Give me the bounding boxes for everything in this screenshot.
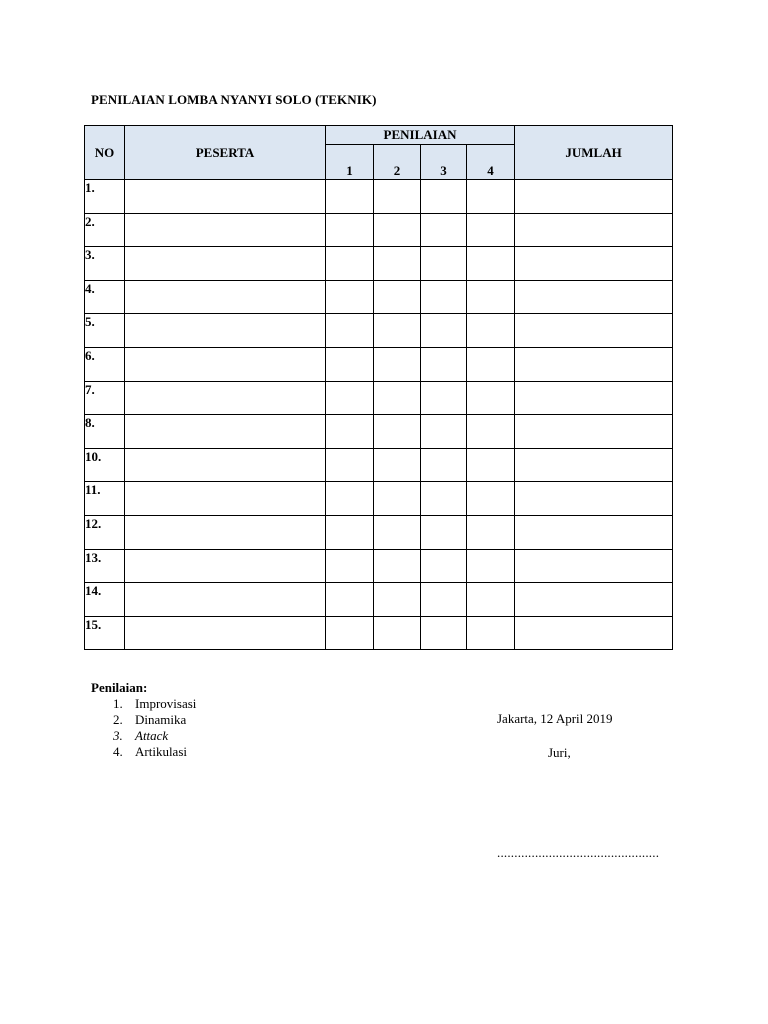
score-cell-1[interactable]	[326, 448, 374, 482]
table-row	[85, 213, 673, 247]
score-cell-2[interactable]	[374, 515, 421, 549]
jumlah-cell[interactable]	[515, 213, 673, 247]
row-number: 13.	[85, 549, 125, 583]
jumlah-cell[interactable]	[515, 347, 673, 381]
jumlah-cell[interactable]	[515, 515, 673, 549]
score-cell-2[interactable]	[374, 180, 421, 214]
legend-item-number: 3.	[113, 728, 123, 743]
score-cell-2[interactable]	[374, 213, 421, 247]
score-cell-2[interactable]	[374, 583, 421, 617]
table-row	[85, 482, 673, 516]
score-cell-1[interactable]	[326, 381, 374, 415]
header-no: NO	[85, 126, 125, 180]
header-criterion-4: 4	[467, 145, 515, 180]
table-row	[85, 180, 673, 214]
row-number: 3.	[85, 247, 125, 281]
jumlah-cell[interactable]	[515, 448, 673, 482]
score-cell-2[interactable]	[374, 381, 421, 415]
score-cell-2[interactable]	[374, 314, 421, 348]
score-cell-2[interactable]	[374, 482, 421, 516]
score-cell-3[interactable]	[421, 314, 467, 348]
row-number: 12.	[85, 515, 125, 549]
peserta-cell[interactable]	[125, 381, 326, 415]
score-cell-1[interactable]	[326, 347, 374, 381]
row-number: 2.	[85, 213, 125, 247]
score-cell-4[interactable]	[467, 616, 515, 650]
score-cell-1[interactable]	[326, 247, 374, 281]
table-row	[85, 347, 673, 381]
table-row	[85, 448, 673, 482]
score-cell-1[interactable]	[326, 549, 374, 583]
legend-item-number: 1.	[113, 696, 123, 711]
score-cell-3[interactable]	[421, 381, 467, 415]
place-date: Jakarta, 12 April 2019	[497, 711, 613, 726]
row-number: 11.	[85, 482, 125, 516]
signature-line: ...............................................	[497, 845, 660, 860]
score-cell-4[interactable]	[467, 314, 515, 348]
table-row	[85, 549, 673, 583]
row-number: 14.	[85, 583, 125, 617]
score-cell-4[interactable]	[467, 583, 515, 617]
score-cell-4[interactable]	[467, 180, 515, 214]
score-cell-1[interactable]	[326, 213, 374, 247]
jumlah-cell[interactable]	[515, 583, 673, 617]
jumlah-cell[interactable]	[515, 247, 673, 281]
score-cell-4[interactable]	[467, 280, 515, 314]
score-cell-1[interactable]	[326, 482, 374, 516]
legend-item-label: Dinamika	[135, 712, 187, 727]
table-row	[85, 415, 673, 449]
score-cell-1[interactable]	[326, 616, 374, 650]
header-criterion-3: 3	[421, 145, 467, 180]
legend-item-label: Improvisasi	[135, 696, 197, 711]
legend-title: Penilaian:	[91, 680, 148, 695]
score-cell-3[interactable]	[421, 549, 467, 583]
peserta-cell[interactable]	[125, 515, 326, 549]
score-cell-2[interactable]	[374, 616, 421, 650]
header-peserta: PESERTA	[125, 126, 326, 180]
row-number: 8.	[85, 415, 125, 449]
score-table-body	[85, 180, 673, 650]
juri-label: Juri,	[548, 745, 571, 760]
jumlah-cell[interactable]	[515, 616, 673, 650]
row-number: 10.	[85, 448, 125, 482]
peserta-cell[interactable]	[125, 583, 326, 617]
table-row	[85, 314, 673, 348]
score-cell-4[interactable]	[467, 347, 515, 381]
score-cell-3[interactable]	[421, 448, 467, 482]
table-row	[85, 247, 673, 281]
row-number: 7.	[85, 381, 125, 415]
score-cell-2[interactable]	[374, 448, 421, 482]
row-number: 1.	[85, 180, 125, 214]
score-cell-2[interactable]	[374, 549, 421, 583]
score-cell-3[interactable]	[421, 347, 467, 381]
legend-item	[91, 744, 196, 760]
score-cell-1[interactable]	[326, 515, 374, 549]
jumlah-cell[interactable]	[515, 381, 673, 415]
legend-item	[91, 728, 196, 744]
score-cell-2[interactable]	[374, 347, 421, 381]
table-row	[85, 381, 673, 415]
score-cell-3[interactable]	[421, 415, 467, 449]
peserta-cell[interactable]	[125, 415, 326, 449]
score-cell-3[interactable]	[421, 180, 467, 214]
peserta-cell[interactable]	[125, 347, 326, 381]
score-cell-1[interactable]	[326, 280, 374, 314]
row-number: 6.	[85, 347, 125, 381]
score-cell-3[interactable]	[421, 515, 467, 549]
score-cell-1[interactable]	[326, 180, 374, 214]
jumlah-cell[interactable]	[515, 280, 673, 314]
legend-item-label: Attack	[135, 728, 169, 743]
score-cell-2[interactable]	[374, 280, 421, 314]
row-number: 5.	[85, 314, 125, 348]
peserta-cell[interactable]	[125, 213, 326, 247]
score-cell-1[interactable]	[326, 415, 374, 449]
score-cell-4[interactable]	[467, 213, 515, 247]
score-cell-4[interactable]	[467, 247, 515, 281]
peserta-cell[interactable]	[125, 247, 326, 281]
score-cell-3[interactable]	[421, 247, 467, 281]
score-cell-4[interactable]	[467, 515, 515, 549]
legend-list	[91, 696, 196, 760]
table-row	[85, 280, 673, 314]
jumlah-cell[interactable]	[515, 415, 673, 449]
legend-item-label: Artikulasi	[135, 744, 187, 759]
score-cell-4[interactable]	[467, 549, 515, 583]
score-cell-4[interactable]	[467, 415, 515, 449]
score-cell-2[interactable]	[374, 415, 421, 449]
score-cell-3[interactable]	[421, 280, 467, 314]
score-cell-1[interactable]	[326, 583, 374, 617]
legend-item-number: 2.	[113, 712, 123, 727]
table-row	[85, 515, 673, 549]
score-cell-4[interactable]	[467, 381, 515, 415]
jumlah-cell[interactable]	[515, 314, 673, 348]
score-cell-4[interactable]	[467, 482, 515, 516]
peserta-cell[interactable]	[125, 280, 326, 314]
header-criterion-2: 2	[374, 145, 421, 180]
score-cell-2[interactable]	[374, 247, 421, 281]
legend	[91, 680, 196, 760]
table-row	[85, 583, 673, 617]
score-cell-4[interactable]	[467, 448, 515, 482]
header-jumlah: JUMLAH	[515, 126, 673, 180]
peserta-cell[interactable]	[125, 549, 326, 583]
score-cell-3[interactable]	[421, 213, 467, 247]
legend-item	[91, 696, 196, 712]
jumlah-cell[interactable]	[515, 549, 673, 583]
header-criterion-1: 1	[326, 145, 374, 180]
legend-item	[91, 712, 196, 728]
score-cell-3[interactable]	[421, 583, 467, 617]
jumlah-cell[interactable]	[515, 180, 673, 214]
document-title: PENILAIAN LOMBA NYANYI SOLO (TEKNIK)	[91, 92, 377, 107]
header-penilaian: PENILAIAN	[326, 126, 515, 145]
score-cell-3[interactable]	[421, 482, 467, 516]
peserta-cell[interactable]	[125, 482, 326, 516]
peserta-cell[interactable]	[125, 314, 326, 348]
score-table	[84, 125, 673, 650]
score-cell-1[interactable]	[326, 314, 374, 348]
peserta-cell[interactable]	[125, 180, 326, 214]
score-cell-3[interactable]	[421, 616, 467, 650]
legend-item-number: 4.	[113, 744, 123, 759]
table-row	[85, 616, 673, 650]
peserta-cell[interactable]	[125, 448, 326, 482]
row-number: 4.	[85, 280, 125, 314]
jumlah-cell[interactable]	[515, 482, 673, 516]
row-number: 15.	[85, 616, 125, 650]
peserta-cell[interactable]	[125, 616, 326, 650]
